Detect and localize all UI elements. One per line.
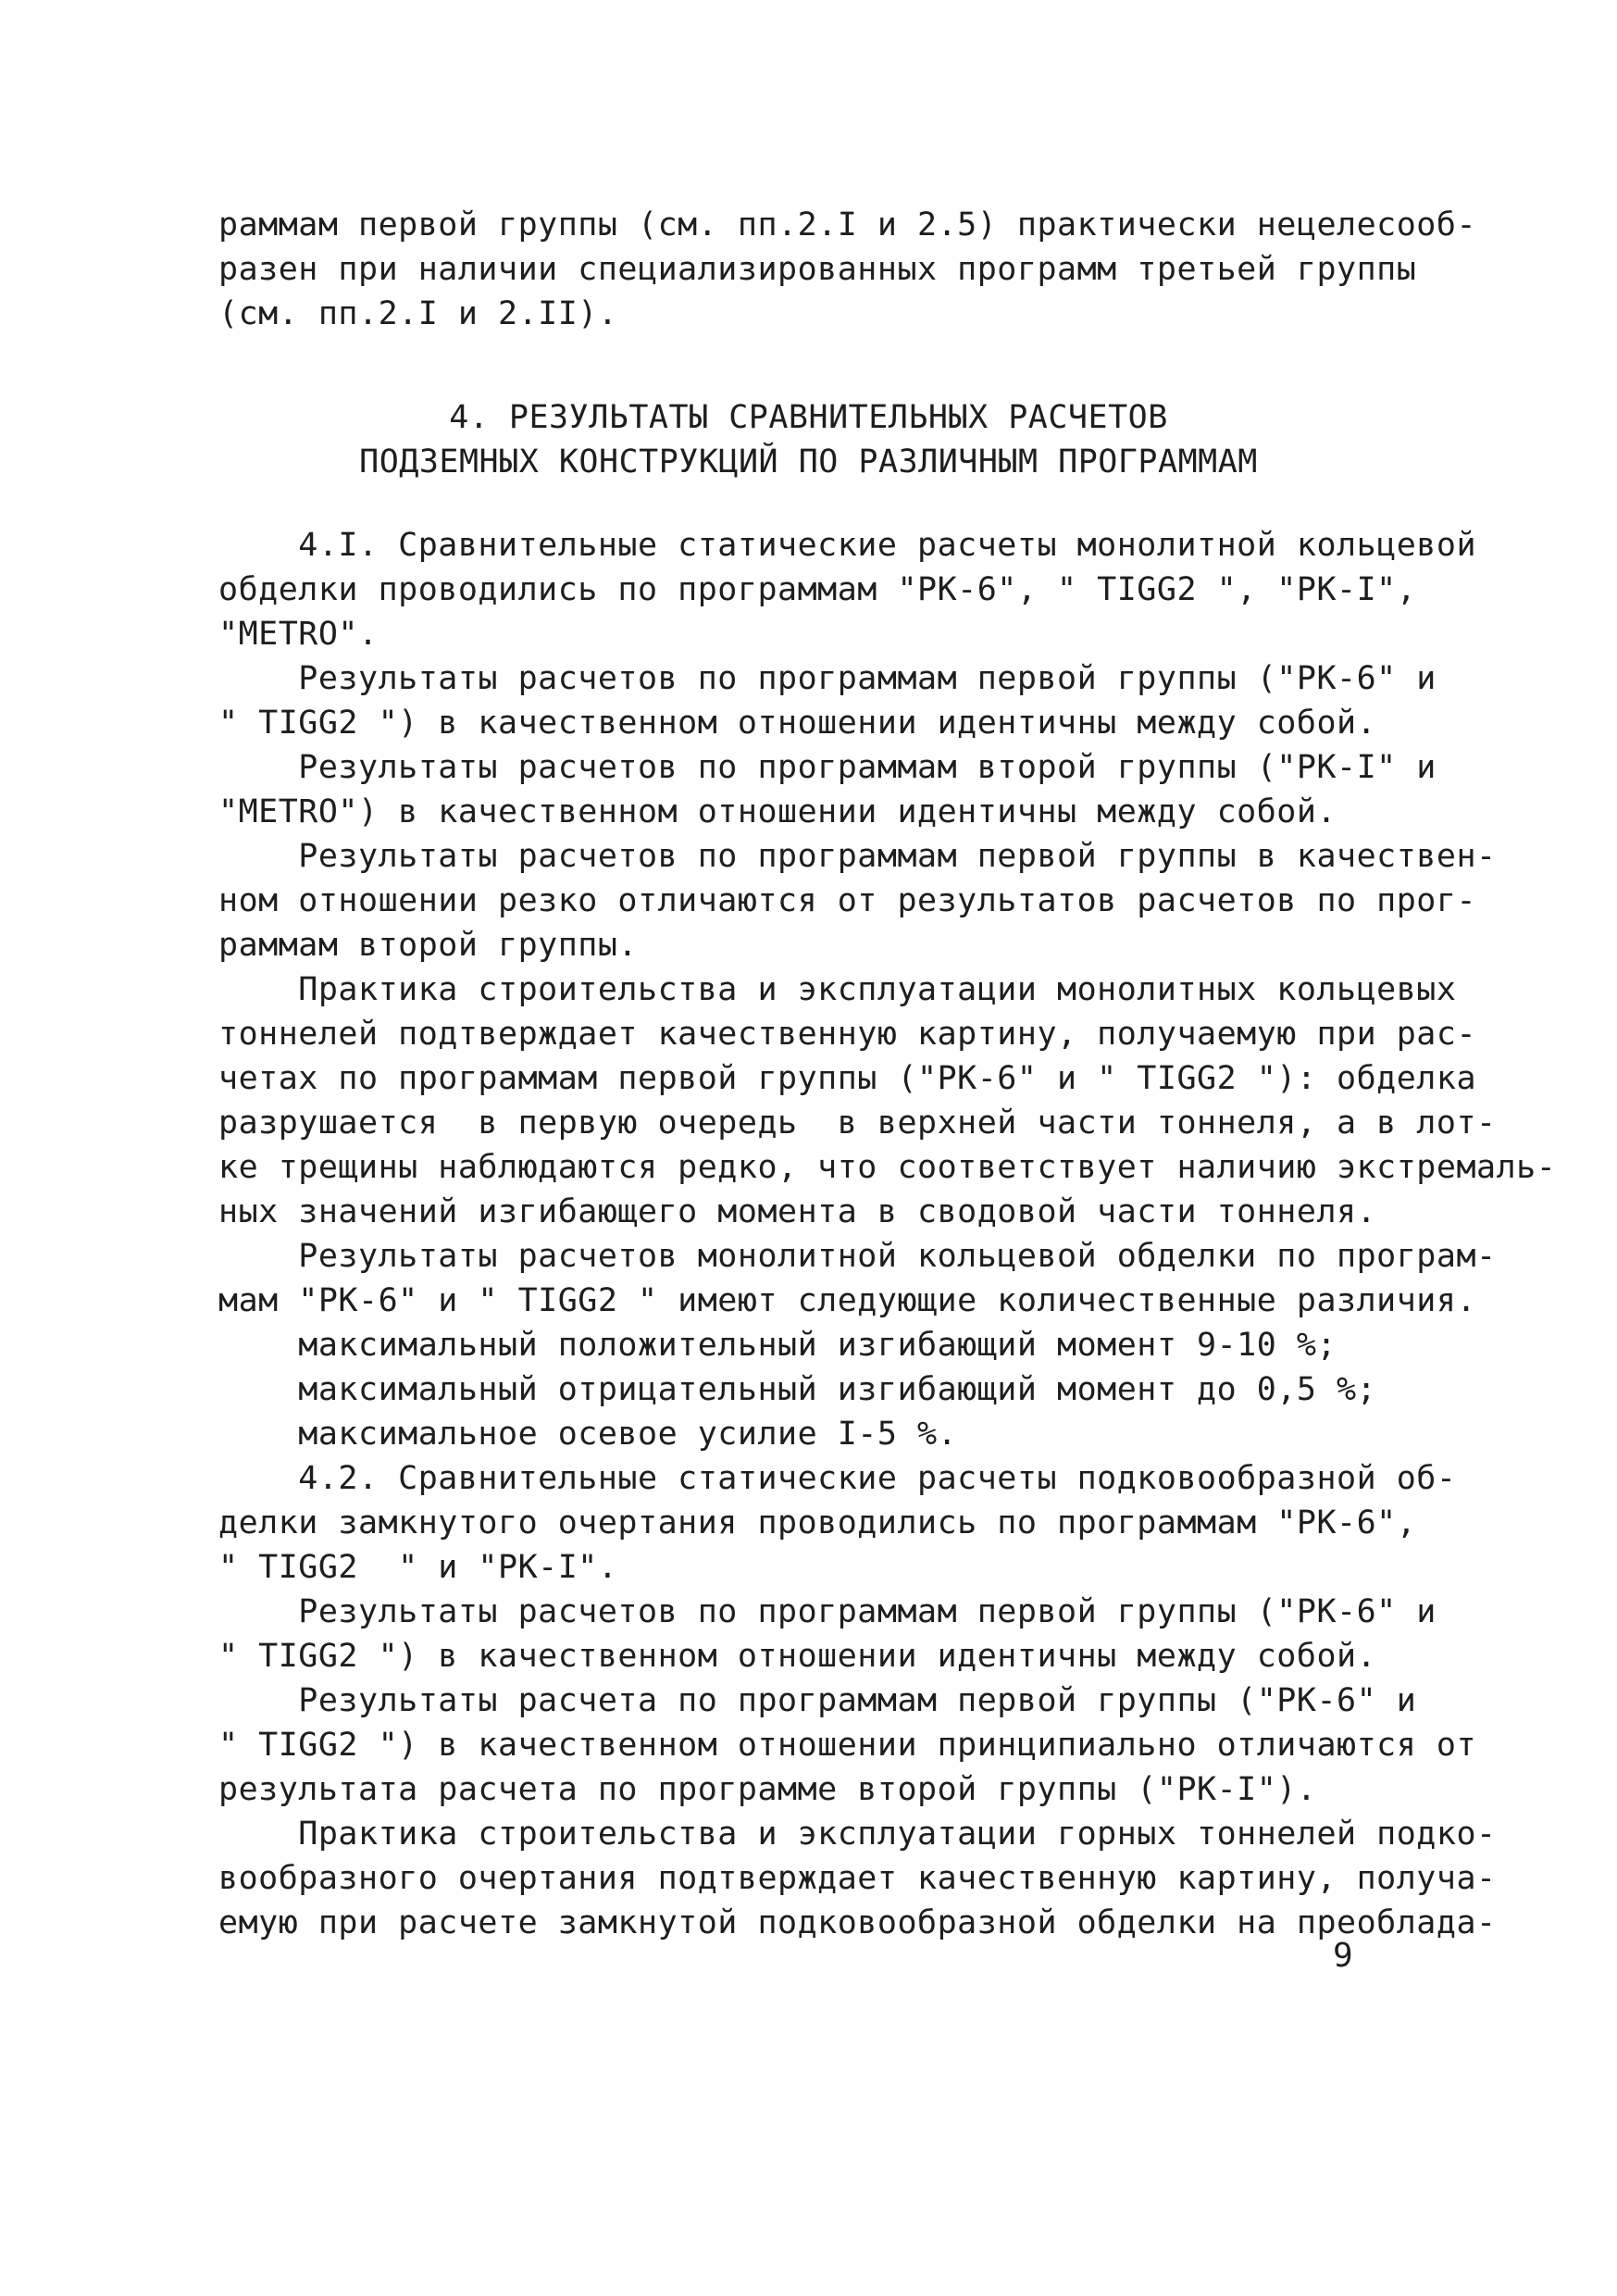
text-line: результата расчета по программе второй группы ("РК-I").: [218, 1771, 1317, 1808]
text-line: ке трещины наблюдаются редко, что соответствует наличию экстремаль-: [218, 1149, 1557, 1186]
text-line: разен при наличии специализированных программ третьей группы: [218, 251, 1417, 288]
text-line: " TIGG2 ") в качественном отношении идентичны между собой.: [218, 1638, 1377, 1675]
text-line: Результаты расчетов по программам первой группы ("РК-6" и: [218, 1593, 1437, 1630]
text-line: ных значений изгибающего момента в сводовой части тоннеля.: [218, 1193, 1377, 1230]
text-line: Практика строительства и эксплуатации горных тоннелей подко-: [218, 1816, 1497, 1853]
text-line: мам "РК-6" и " TIGG2 " имеют следующие количественные различия.: [218, 1282, 1477, 1319]
page-number: 9: [1333, 1937, 1353, 1975]
text-line: "METRO") в качественном отношении идентичны между собой.: [218, 793, 1337, 830]
text-line: ном отношении резко отличаются от результатов расчетов по прог-: [218, 882, 1477, 919]
text-line: Практика строительства и эксплуатации монолитных кольцевых: [218, 971, 1457, 1008]
text-line: делки замкнутого очертания проводились по программам "РК-6",: [218, 1504, 1417, 1541]
list-item: максимальный отрицательный изгибающий момент до 0,5 %;: [218, 1371, 1377, 1408]
text-line: обделки проводились по программам "РК-6", " TIGG2 ", "РК-I",: [218, 571, 1417, 608]
text-line: Результаты расчетов по программам второй группы ("РК-I" и: [218, 749, 1437, 786]
text-line: Результаты расчетов по программам первой группы ("РК-6" и: [218, 660, 1437, 697]
text-line: Результаты расчета по программам первой группы ("РК-6" и: [218, 1682, 1417, 1719]
text-line: емую при расчете замкнутой подковообразной обделки на преоблада-: [218, 1904, 1497, 1941]
text-line: " TIGG2 ") в качественном отношении идентичны между собой.: [218, 705, 1377, 742]
text-line: " TIGG2 ") в качественном отношении принципиально отличаются от: [218, 1727, 1477, 1764]
text-line: раммам первой группы (см. пп.2.I и 2.5) практически нецелесооб-: [218, 206, 1477, 243]
text-line: четах по программам первой группы ("РК-6" и " TIGG2 "): обделка: [218, 1060, 1477, 1097]
text-line: (см. пп.2.I и 2.II).: [218, 295, 618, 332]
text-line: Результаты расчетов монолитной кольцевой обделки по програм-: [218, 1238, 1497, 1275]
list-item: максимальное осевое усилие I-5 %.: [218, 1416, 958, 1453]
text-line: вообразного очертания подтверждает качественную картину, получа-: [218, 1860, 1497, 1897]
text-line: раммам второй группы.: [218, 927, 639, 964]
text-line: 4.I. Сравнительные статические расчеты монолитной кольцевой: [218, 527, 1477, 564]
text-line: "METRO".: [218, 616, 379, 653]
section-title: ПОДЗЕМНЫХ КОНСТРУКЦИЙ ПО РАЗЛИЧНЫМ ПРОГРАММАМ: [359, 443, 1258, 480]
text-line: тоннелей подтверждает качественную картину, получаемую при рас-: [218, 1016, 1477, 1053]
text-line: Результаты расчетов по программам первой группы в качествен-: [218, 838, 1497, 875]
text-line: " TIGG2 " и "РК-I".: [218, 1549, 618, 1586]
list-item: максимальный положительный изгибающий момент 9-10 %;: [218, 1327, 1337, 1364]
section-title: 4. РЕЗУЛЬТАТЫ СРАВНИТЕЛЬНЫХ РАСЧЕТОВ: [449, 399, 1168, 436]
text-line: 4.2. Сравнительные статические расчеты подковообразной об-: [218, 1460, 1457, 1497]
text-line: разрушается в первую очередь в верхней части тоннеля, а в лот-: [218, 1104, 1497, 1142]
